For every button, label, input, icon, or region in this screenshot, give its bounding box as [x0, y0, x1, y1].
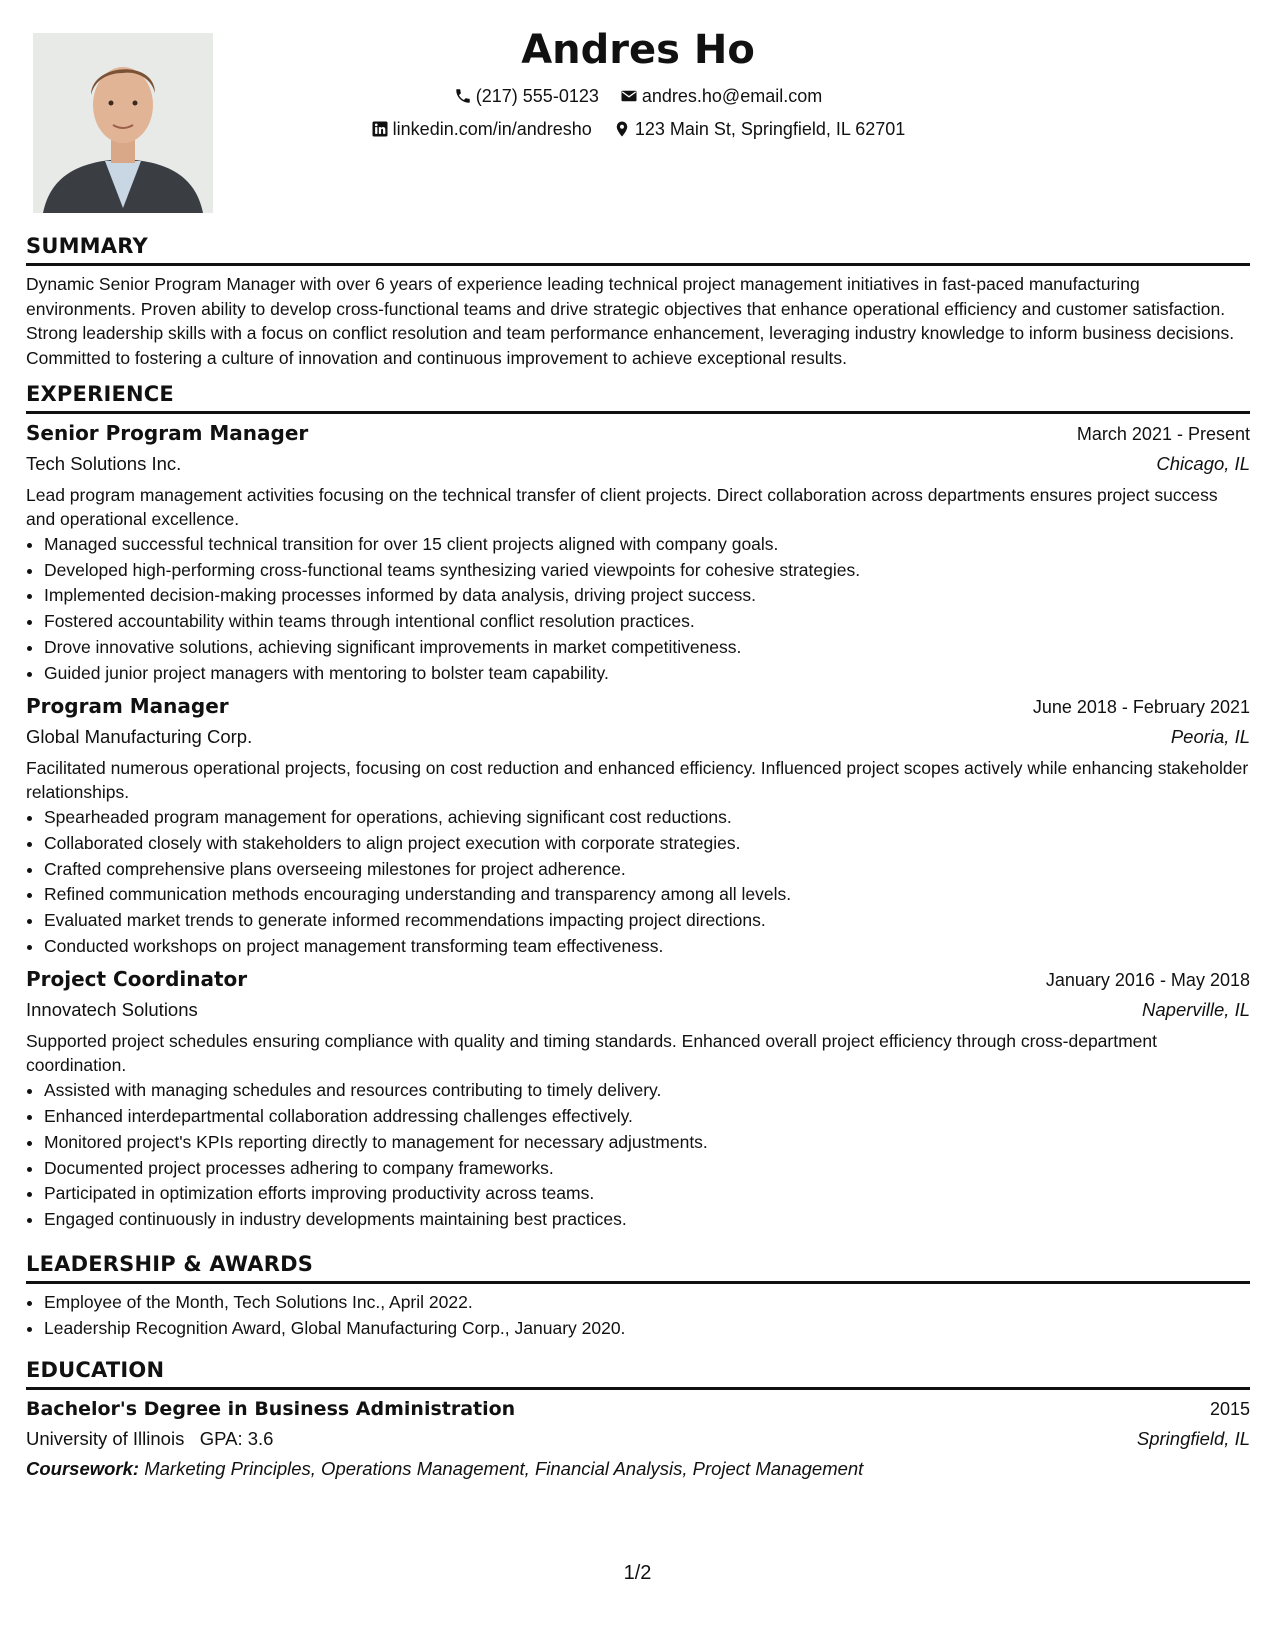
school-location: Springfield, IL — [1136, 1428, 1250, 1449]
email-text: andres.ho@email.com — [641, 86, 823, 106]
list-item: • Managed successful technical transition for over 15 client projects aligned with company goals. — [44, 532, 1250, 558]
list-item: • Refined communication methods encouraging understanding and transparency among all levels. — [44, 882, 1250, 908]
company-name: Innovatech Solutions — [26, 999, 198, 1021]
contact-line-2 — [26, 117, 1250, 144]
job-description: Facilitated numerous operational projects, focusing on cost reduction and enhanced efficiency. Influenced project scopes actively while enhancing stakeholder relationships. — [26, 758, 1249, 803]
email-contact[interactable] — [620, 84, 822, 108]
linkedin-text: linkedin.com/in/andresho — [392, 119, 592, 139]
awards-section — [26, 1250, 1250, 1341]
list-item: • Engaged continuously in industry developments maintaining best practices. — [44, 1207, 1250, 1233]
job-entry — [26, 418, 1250, 686]
list-item: • Crafted comprehensive plans overseeing milestones for project adherence. — [44, 857, 1250, 883]
map-pin-icon — [613, 120, 631, 138]
list-item: • Guided junior project managers with mentoring to bolster team capability. — [44, 661, 1250, 687]
school-info — [26, 1424, 273, 1454]
job-entry — [26, 691, 1250, 959]
job-location: Peoria, IL — [1170, 726, 1250, 748]
job-title: Program Manager — [26, 694, 229, 719]
list-item: • Developed high-performing cross-functional teams synthesizing varied viewpoints for cohesive strategies. — [44, 558, 1250, 584]
job-dates: January 2016 - May 2018 — [1045, 970, 1250, 991]
job-bullets — [26, 805, 1250, 959]
resume-header — [26, 22, 1250, 144]
list-item: • Spearheaded program management for operations, achieving significant cost reductions. — [44, 805, 1250, 831]
company-name: Global Manufacturing Corp. — [26, 726, 253, 748]
section-divider — [26, 411, 1250, 414]
gpa: GPA: 3.6 — [199, 1428, 274, 1449]
candidate-name: Andres Ho — [521, 27, 755, 73]
experience-section — [26, 380, 1250, 1233]
envelope-icon — [620, 87, 638, 105]
summary-section — [26, 232, 1250, 370]
company-name: Tech Solutions Inc. — [26, 453, 182, 474]
degree-title: Bachelor's Degree in Business Administration — [26, 1398, 516, 1420]
coursework-line — [26, 1454, 1250, 1484]
contact-line-1 — [26, 84, 1250, 111]
section-title: SUMMARY — [26, 234, 148, 258]
list-item: • Collaborated closely with stakeholders to align project execution with corporate strategies. — [44, 831, 1250, 857]
list-item: • Monitored project's KPIs reporting directly to management for necessary adjustments. — [44, 1130, 1250, 1156]
job-entry — [26, 964, 1250, 1232]
school-name: University of Illinois — [26, 1428, 185, 1449]
graduation-year: 2015 — [1209, 1399, 1250, 1419]
list-item: • Enhanced interdepartmental collaboration addressing challenges effectively. — [44, 1104, 1250, 1130]
job-location: Naperville, IL — [1142, 999, 1250, 1021]
coursework-label: Coursework: — [26, 1458, 140, 1479]
page-number: 1/2 — [623, 1562, 652, 1584]
job-title: Project Coordinator — [26, 967, 248, 992]
list-item: • Evaluated market trends to generate informed recommendations impacting project directions. — [44, 908, 1250, 934]
list-item: • Drove innovative solutions, achieving significant improvements in market competitiveness. — [44, 635, 1250, 661]
list-item: • Documented project processes adhering to company frameworks. — [44, 1156, 1250, 1182]
job-location: Chicago, IL — [1156, 453, 1250, 474]
list-item: • Implemented decision-making processes informed by data analysis, driving project success. — [44, 583, 1250, 609]
summary-text: Dynamic Senior Program Manager with over 6 years of experience leading technical project management initiatives in fast-paced manufacturing environments. Proven ability to develop cross-functional teams and drive strategic objectives that enhance operational efficiency and customer satisfaction. Strong leadership skills with a focus on conflict resolution and team performance enhancement, leveraging industry knowledge to inform business decisions. Committed to fostering a culture of innovation and continuous improvement to achieve exceptional results. — [26, 274, 1235, 368]
section-title: EXPERIENCE — [26, 382, 174, 406]
section-title: EDUCATION — [26, 1358, 165, 1382]
job-title: Senior Program Manager — [26, 421, 309, 445]
job-description: Lead program management activities focusing on the technical transfer of client projects. Direct collaboration across departments ensures project success and operational excellence. — [26, 485, 1218, 529]
section-divider — [26, 1281, 1250, 1284]
education-section — [26, 1356, 1250, 1484]
list-item: • Assisted with managing schedules and resources contributing to timely delivery. — [44, 1078, 1250, 1104]
job-description: Supported project schedules ensuring compliance with quality and timing standards. Enhanced overall project efficiency through cross-department coordination. — [26, 1031, 1158, 1076]
linkedin-icon — [371, 120, 389, 138]
list-item: • Employee of the Month, Tech Solutions Inc., April 2022. — [44, 1290, 1250, 1316]
list-item: • Conducted workshops on project management transforming team effectiveness. — [44, 934, 1250, 960]
phone-text: (217) 555-0123 — [475, 86, 599, 106]
linkedin-contact[interactable] — [371, 117, 592, 141]
list-item: • Participated in optimization efforts improving productivity across teams. — [44, 1181, 1250, 1207]
phone-icon — [454, 87, 472, 105]
section-divider — [26, 263, 1250, 266]
phone-contact[interactable] — [454, 84, 599, 108]
job-dates: March 2021 - Present — [1076, 424, 1250, 444]
section-title: LEADERSHIP & AWARDS — [26, 1252, 314, 1276]
section-divider — [26, 1387, 1250, 1390]
list-item: • Fostered accountability within teams through intentional conflict resolution practices. — [44, 609, 1250, 635]
job-bullets — [26, 1078, 1250, 1232]
awards-list — [26, 1290, 1250, 1341]
job-dates: June 2018 - February 2021 — [1032, 697, 1250, 718]
coursework-text: Marketing Principles, Operations Management, Financial Analysis, Project Management — [144, 1458, 864, 1479]
address-contact — [613, 117, 906, 141]
job-bullets — [26, 532, 1250, 686]
address-text: 123 Main St, Springfield, IL 62701 — [634, 119, 906, 139]
list-item: • Leadership Recognition Award, Global Manufacturing Corp., January 2020. — [44, 1316, 1250, 1342]
